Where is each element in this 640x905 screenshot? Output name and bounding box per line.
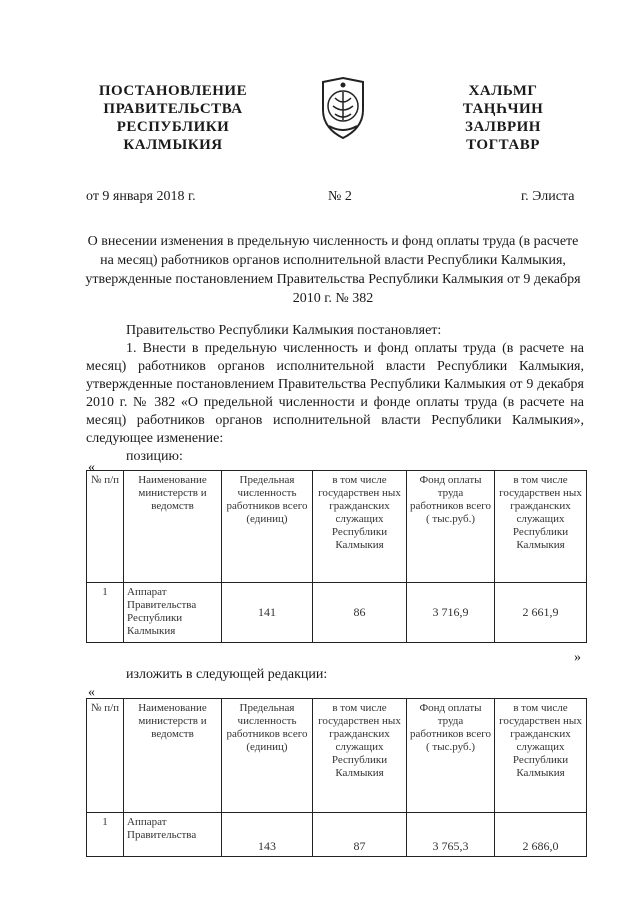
header-right-title	[438, 82, 568, 154]
header-left-line: ПРАВИТЕЛЬСТВА	[103, 101, 243, 117]
cell-civil: 87	[313, 813, 407, 857]
header-name: Наименование министерств и ведомств	[124, 699, 222, 813]
header-right-line: ТОГТАВР	[466, 137, 540, 153]
table-header-row	[87, 699, 587, 813]
header-left-line: ПОСТАНОВЛЕНИЕ	[98, 83, 248, 99]
cell-num: 1	[87, 583, 124, 643]
cell-civil: 86	[313, 583, 407, 643]
cell-civil-fund: 2 661,9	[495, 583, 587, 643]
cell-fund: 3 765,3	[407, 813, 495, 857]
header-limit: Предельная численность работников всего (единиц)	[222, 699, 313, 813]
header-right-line: ЗАЛВРИН	[465, 119, 541, 135]
header-civil: в том числе государствен ных гражданских служащих Республики Калмыкия	[313, 699, 407, 813]
header-fund: Фонд оплаты труда работников всего ( тыс.руб.)	[407, 471, 495, 583]
body-paragraph-position: позицию:	[126, 449, 183, 464]
cell-num: 1	[87, 813, 124, 857]
header-num: № п/п	[87, 699, 124, 813]
cell-name: Аппарат Правительства Республики Калмыкия	[124, 583, 222, 643]
coat-of-arms-icon	[317, 76, 369, 140]
table-row	[87, 583, 587, 643]
body-paragraph-main: 1. Внести в предельную численность и фонд оплаты труда (в расчете на месяц) работников органов исполнительной власти Республики Калмыкия, утвержденные постановлением Правительства Республики Калмыкия от 9 декабря 2010 г. № 382 «О предельной численности и фонде оплаты труда (в расчете на месяц) работников органов исполнительной власти Республики Калмыкия», следующее изменение:	[86, 341, 584, 446]
document-body	[86, 322, 584, 466]
header-num: № п/п	[87, 471, 124, 583]
close-quote: »	[574, 650, 581, 665]
header-name: Наименование министерств и ведомств	[124, 471, 222, 583]
body-paragraph-new-edition: изложить в следующей редакции:	[126, 667, 328, 682]
document-number: № 2	[328, 189, 352, 204]
document-city: г. Элиста	[521, 189, 575, 204]
document-title: О внесении изменения в предельную численность и фонд оплаты труда (в расчете на месяц) работников органов исполнительной власти Республики Калмыкия, утвержденные постановлением Правительства Республики Калмыкия от 9 декабря 2010 г. № 382	[85, 234, 581, 306]
header-left-title	[78, 82, 268, 154]
cell-fund: 3 716,9	[407, 583, 495, 643]
document-date: от 9 января 2018 г.	[86, 189, 196, 204]
header-right-line: ХАЛЬМГ	[468, 83, 538, 99]
header-left-line: РЕСПУБЛИКИ	[116, 119, 230, 135]
table-header-row	[87, 471, 587, 583]
open-quote: «	[88, 460, 95, 475]
cell-limit: 141	[222, 583, 313, 643]
header-fund: Фонд оплаты труда работников всего ( тыс.руб.)	[407, 699, 495, 813]
table-old-position	[86, 470, 587, 643]
header-limit: Предельная численность работников всего (единиц)	[222, 471, 313, 583]
header-right-line: ТАҢҺЧИН	[462, 101, 544, 117]
body-paragraph-intro: Правительство Республики Калмыкия постановляет:	[126, 323, 442, 338]
header-left-line: КАЛМЫКИЯ	[123, 137, 223, 153]
cell-name: Аппарат Правительства	[124, 813, 222, 857]
cell-civil-fund: 2 686,0	[495, 813, 587, 857]
cell-limit: 143	[222, 813, 313, 857]
header-civil-fund: в том числе государствен ных гражданских служащих Республики Калмыкия	[495, 471, 587, 583]
table-new-position	[86, 698, 587, 857]
header-civil: в том числе государствен ных гражданских служащих Республики Калмыкия	[313, 471, 407, 583]
table-row	[87, 813, 587, 857]
header-civil-fund: в том числе государствен ных гражданских служащих Республики Калмыкия	[495, 699, 587, 813]
open-quote-2: «	[88, 685, 95, 700]
